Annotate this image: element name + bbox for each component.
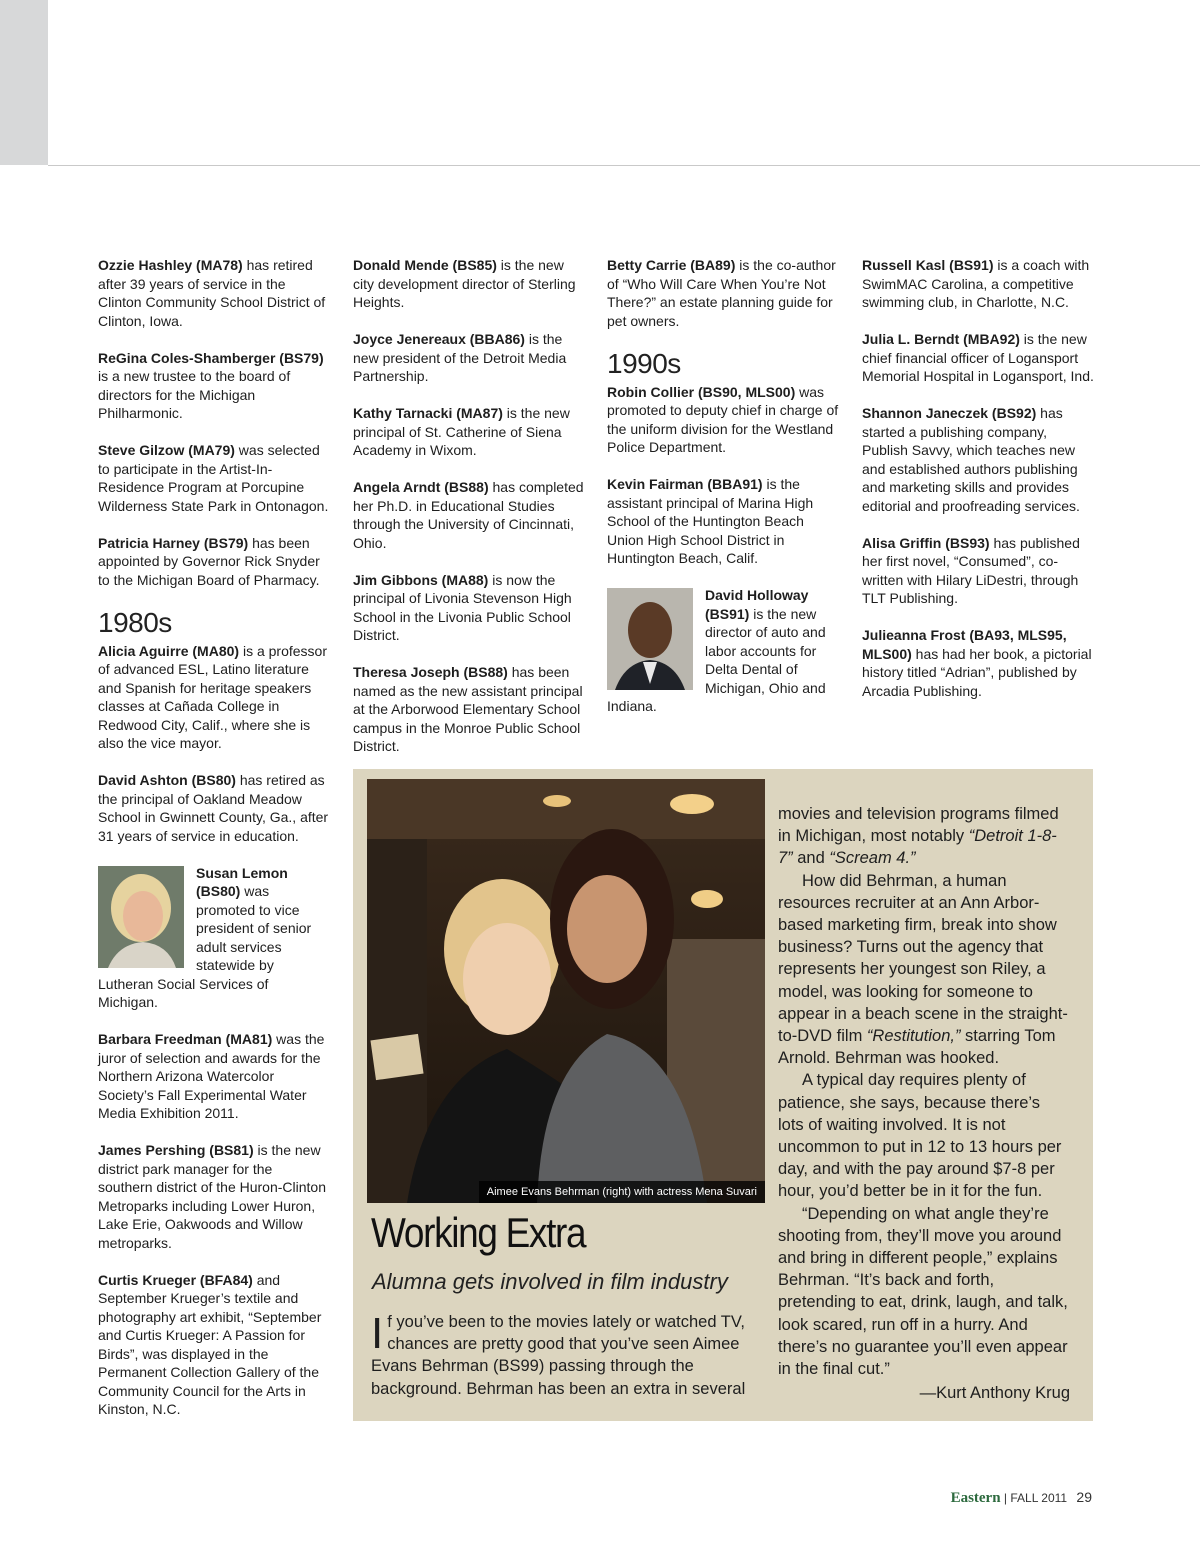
alumni-name: ReGina Coles-Shamberger (BS79) (98, 349, 324, 366)
column-1 (98, 256, 330, 1437)
drop-cap: I (371, 1309, 384, 1358)
alumni-name: Theresa Joseph (BS88) (353, 664, 508, 680)
alumni-note-text: has retired after 39 years of service in the Clinton Community School District of Clinton, Iowa. (98, 257, 326, 329)
david-holloway-photo (607, 588, 693, 690)
alumni-name: Jim Gibbons (MA88) (353, 571, 489, 588)
alumni-note (862, 534, 1094, 608)
alumni-note (98, 642, 330, 753)
alumni-note-text: has been appointed by Governor Rick Snyder to the Michigan Board of Pharmacy. (98, 534, 320, 588)
alumni-note-text: and September Krueger’s textile and photography art exhibit, “September and Curtis Krueger: A Passion for Birds”, was displayed in the Permanent Collection Gallery of the Community Council for the Arts in Kinston, N.C. (98, 1271, 322, 1417)
alumni-note-text: is the new chief financial officer of Logansport Memorial Hospital in Logansport, Ind. (862, 331, 1094, 384)
feature-body-left (371, 1311, 755, 1400)
alumni-name: David Ashton (BS80) (98, 772, 236, 788)
decade-heading: 1990s (607, 347, 681, 379)
alumni-name: Robin Collier (BS90, MLS00) (607, 383, 796, 400)
side-tab (0, 0, 48, 165)
alumni-name: Kathy Tarnacki (MA87) (353, 405, 503, 421)
alumni-note (353, 256, 585, 312)
alumni-name: Ozzie Hashley (MA78) (98, 257, 243, 273)
header-rule (48, 165, 1200, 166)
photo-illustration (367, 779, 765, 1203)
alumni-note-text: is the new president of the Detroit Media Partnership. (353, 331, 567, 384)
alumni-name: Kevin Fairman (BBA91) (607, 476, 763, 492)
alumni-name: James Pershing (BS81) (98, 1142, 254, 1158)
alumni-note-text: was the juror of selection and awards for the Northern Arizona Watercolor Society’s Fall Experimental Water Media Exhibition 2011. (98, 1031, 325, 1121)
column-3 (607, 256, 839, 734)
alumni-name: Betty Carrie (BA89) (607, 257, 736, 273)
feature-box (353, 769, 1093, 1421)
alumni-note-text: has completed her Ph.D. in Educational Studies through the University of Cincinnati, Ohio. (353, 479, 584, 551)
alumni-note-text: was promoted to vice president of senior adult services statewide by Lutheran Social Services of Michigan. (98, 883, 312, 1010)
magazine-name: Eastern (950, 1490, 1001, 1506)
alumni-note-text: is the new principal of St. Catherine of Siena Academy in Wixom. (353, 405, 570, 458)
alumni-note (353, 330, 585, 386)
alumni-name: Alisa Griffin (BS93) (862, 534, 990, 551)
feature-paragraph: “Depending on what angle they’re shooting from, they’ll move you around and bring in different people,” explains Behrman. “It’s back and forth, pretending to eat, drink, laugh, and talk, look scared, run off in a hurry. And there’s no guarantee you’ll even appear in the final cut.” (778, 1204, 1068, 1379)
alumni-name: Donald Mende (BS85) (353, 257, 497, 273)
alumni-name: Steve Gilzow (MA79) (98, 442, 235, 458)
feature-paragraph: movies and television programs filmed in Michigan, most notably “Detroit 1-8-7” and “Scream 4.” (778, 805, 1059, 868)
alumni-note-text: is the new city development director of Sterling Heights. (353, 257, 576, 310)
alumni-note (353, 663, 585, 756)
alumni-note-text: is a new trustee to the board of directors for the Michigan Philharmonic. (98, 368, 291, 421)
alumni-note-text: has published her first novel, “Consumed”, co-written with Hilary LiDestri, through TLT Publishing. (862, 534, 1080, 606)
feature-paragraph: A typical day requires plenty of patience, she says, because there’s lots of waiting involved. It is not uncommon to put in 12 to 13 hours per day, and with the pay around $7-8 per hour, you’d better be in it for the fun. (778, 1071, 1062, 1201)
page-number: 29 (1076, 1489, 1092, 1505)
alumni-note (98, 534, 330, 590)
alumni-note (98, 771, 330, 845)
alumni-note-text: has started a publishing company, Publish Savvy, which teaches new and established authors publishing and marketing skills and provides editorial and proofreading services. (862, 405, 1080, 514)
alumni-note (353, 404, 585, 460)
alumni-name: Julia L. Berndt (MBA92) (862, 331, 1020, 347)
alumni-note-text: was promoted to deputy chief in charge of the uniform division for the Westland Police Department. (607, 383, 839, 455)
alumni-note-text: is now the principal of Livonia Stevenson High School in the Livonia Public School District. (353, 571, 572, 643)
feature-body-right (778, 803, 1070, 1404)
alumni-note-text: is a professor of advanced ESL, Latino literature and Spanish for heritage speakers classes at Cañada College in Redwood City, Calif., where she is also the vice mayor. (98, 642, 328, 751)
alumni-name: Susan Lemon (BS80) (196, 864, 288, 899)
photo-caption: Aimee Evans Behrman (right) with actress Mena Suvari (479, 1181, 765, 1203)
alumni-note-text: is the co-author of “Who Will Care When You’re Not There?” an estate planning guide for pet owners. (607, 257, 836, 329)
alumni-note (98, 441, 330, 515)
alumni-note-text: has been named as the new assistant principal at the Arborwood Elementary School campus in the Monroe Public School District. (353, 664, 583, 754)
alumni-note-text: has retired as the principal of Oakland Meadow School in Gwinnett County, Ga., after 31 years of service in education. (98, 772, 329, 844)
feature-subtitle: Alumna gets involved in film industry (372, 1269, 728, 1294)
column-2 (353, 256, 585, 774)
alumni-note-text: is the assistant principal of Marina High School of the Huntington Beach Union High School District in Huntington Beach, Calif. (607, 476, 814, 566)
alumni-note (862, 404, 1094, 515)
alumni-name: Alicia Aguirre (MA80) (98, 642, 240, 659)
feature-paragraph: How did Behrman, a human resources recruiter at an Ann Arbor-based marketing firm, break into show business? Turns out the agency that represents her youngest son Riley, a model, was looking for someone to appear in a beach scene in the straight-to-DVD film “Restitution,” starring Tom Arnold. Behrman was hooked. (778, 871, 1068, 1068)
alumni-note-text: is a coach with SwimMAC Carolina, a competitive swimming club, in Charlotte, N.C. (862, 257, 1090, 310)
alumni-note (98, 1271, 330, 1419)
alumni-name: Curtis Krueger (BFA84) (98, 1271, 253, 1288)
alumni-name: Joyce Jenereaux (BBA86) (353, 331, 525, 347)
alumni-note-text: is the new district park manager for the southern district of the Huron-Clinton Metroparks including Lower Huron, Lake Erie, Oakwoods and Willow metroparks. (98, 1142, 326, 1251)
alumni-note (353, 478, 585, 552)
alumni-note (98, 256, 330, 330)
alumni-note (607, 256, 839, 330)
page-footer: Eastern | FALL 2011 29 (950, 1489, 1092, 1506)
alumni-note (98, 1030, 330, 1123)
alumni-note (607, 475, 839, 568)
alumni-note (353, 571, 585, 645)
column-4 (862, 256, 1094, 719)
alumni-note-text: is the new director of auto and labor accounts for Delta Dental of Michigan, Ohio and Indiana. (607, 605, 826, 714)
susan-lemon-photo (98, 866, 184, 968)
alumni-name: Angela Arndt (BS88) (353, 479, 489, 495)
alumni-note (98, 349, 330, 423)
issue-label: FALL 2011 (1010, 1491, 1068, 1505)
alumni-note (98, 864, 330, 1012)
alumni-name: Shannon Janeczek (BS92) (862, 405, 1037, 421)
alumni-note (862, 626, 1094, 700)
alumni-name: Patricia Harney (BS79) (98, 534, 249, 551)
feature-lead: f you’ve been to the movies lately or watched TV, chances are pretty good that you’ve seen Aimee Evans Behrman (BS99) passing through the background. Behrman has been an extra in several (371, 1313, 746, 1398)
alumni-note (607, 586, 839, 716)
alumni-note (607, 383, 839, 457)
alumni-note (862, 330, 1094, 386)
alumni-name: Barbara Freedman (MA81) (98, 1031, 273, 1047)
feature-photo (367, 779, 765, 1203)
alumni-note (862, 256, 1094, 312)
alumni-note-text: was selected to participate in the Artist-In-Residence Program at Porcupine Wilderness State Park in Ontonagon. (98, 442, 329, 514)
alumni-note (98, 1141, 330, 1252)
alumni-name: David Holloway (BS91) (705, 587, 809, 622)
alumni-name: Russell Kasl (BS91) (862, 257, 994, 273)
author-signature: —Kurt Anthony Krug (919, 1384, 1070, 1403)
decade-heading: 1980s (98, 606, 172, 638)
alumni-note-text: has had her book, a pictorial history titled “Adrian”, published by Arcadia Publishing. (862, 645, 1092, 699)
alumni-name: Julieanna Frost (BA93, MLS95, MLS00) (862, 627, 1067, 662)
feature-title: Working Extra (371, 1209, 586, 1256)
